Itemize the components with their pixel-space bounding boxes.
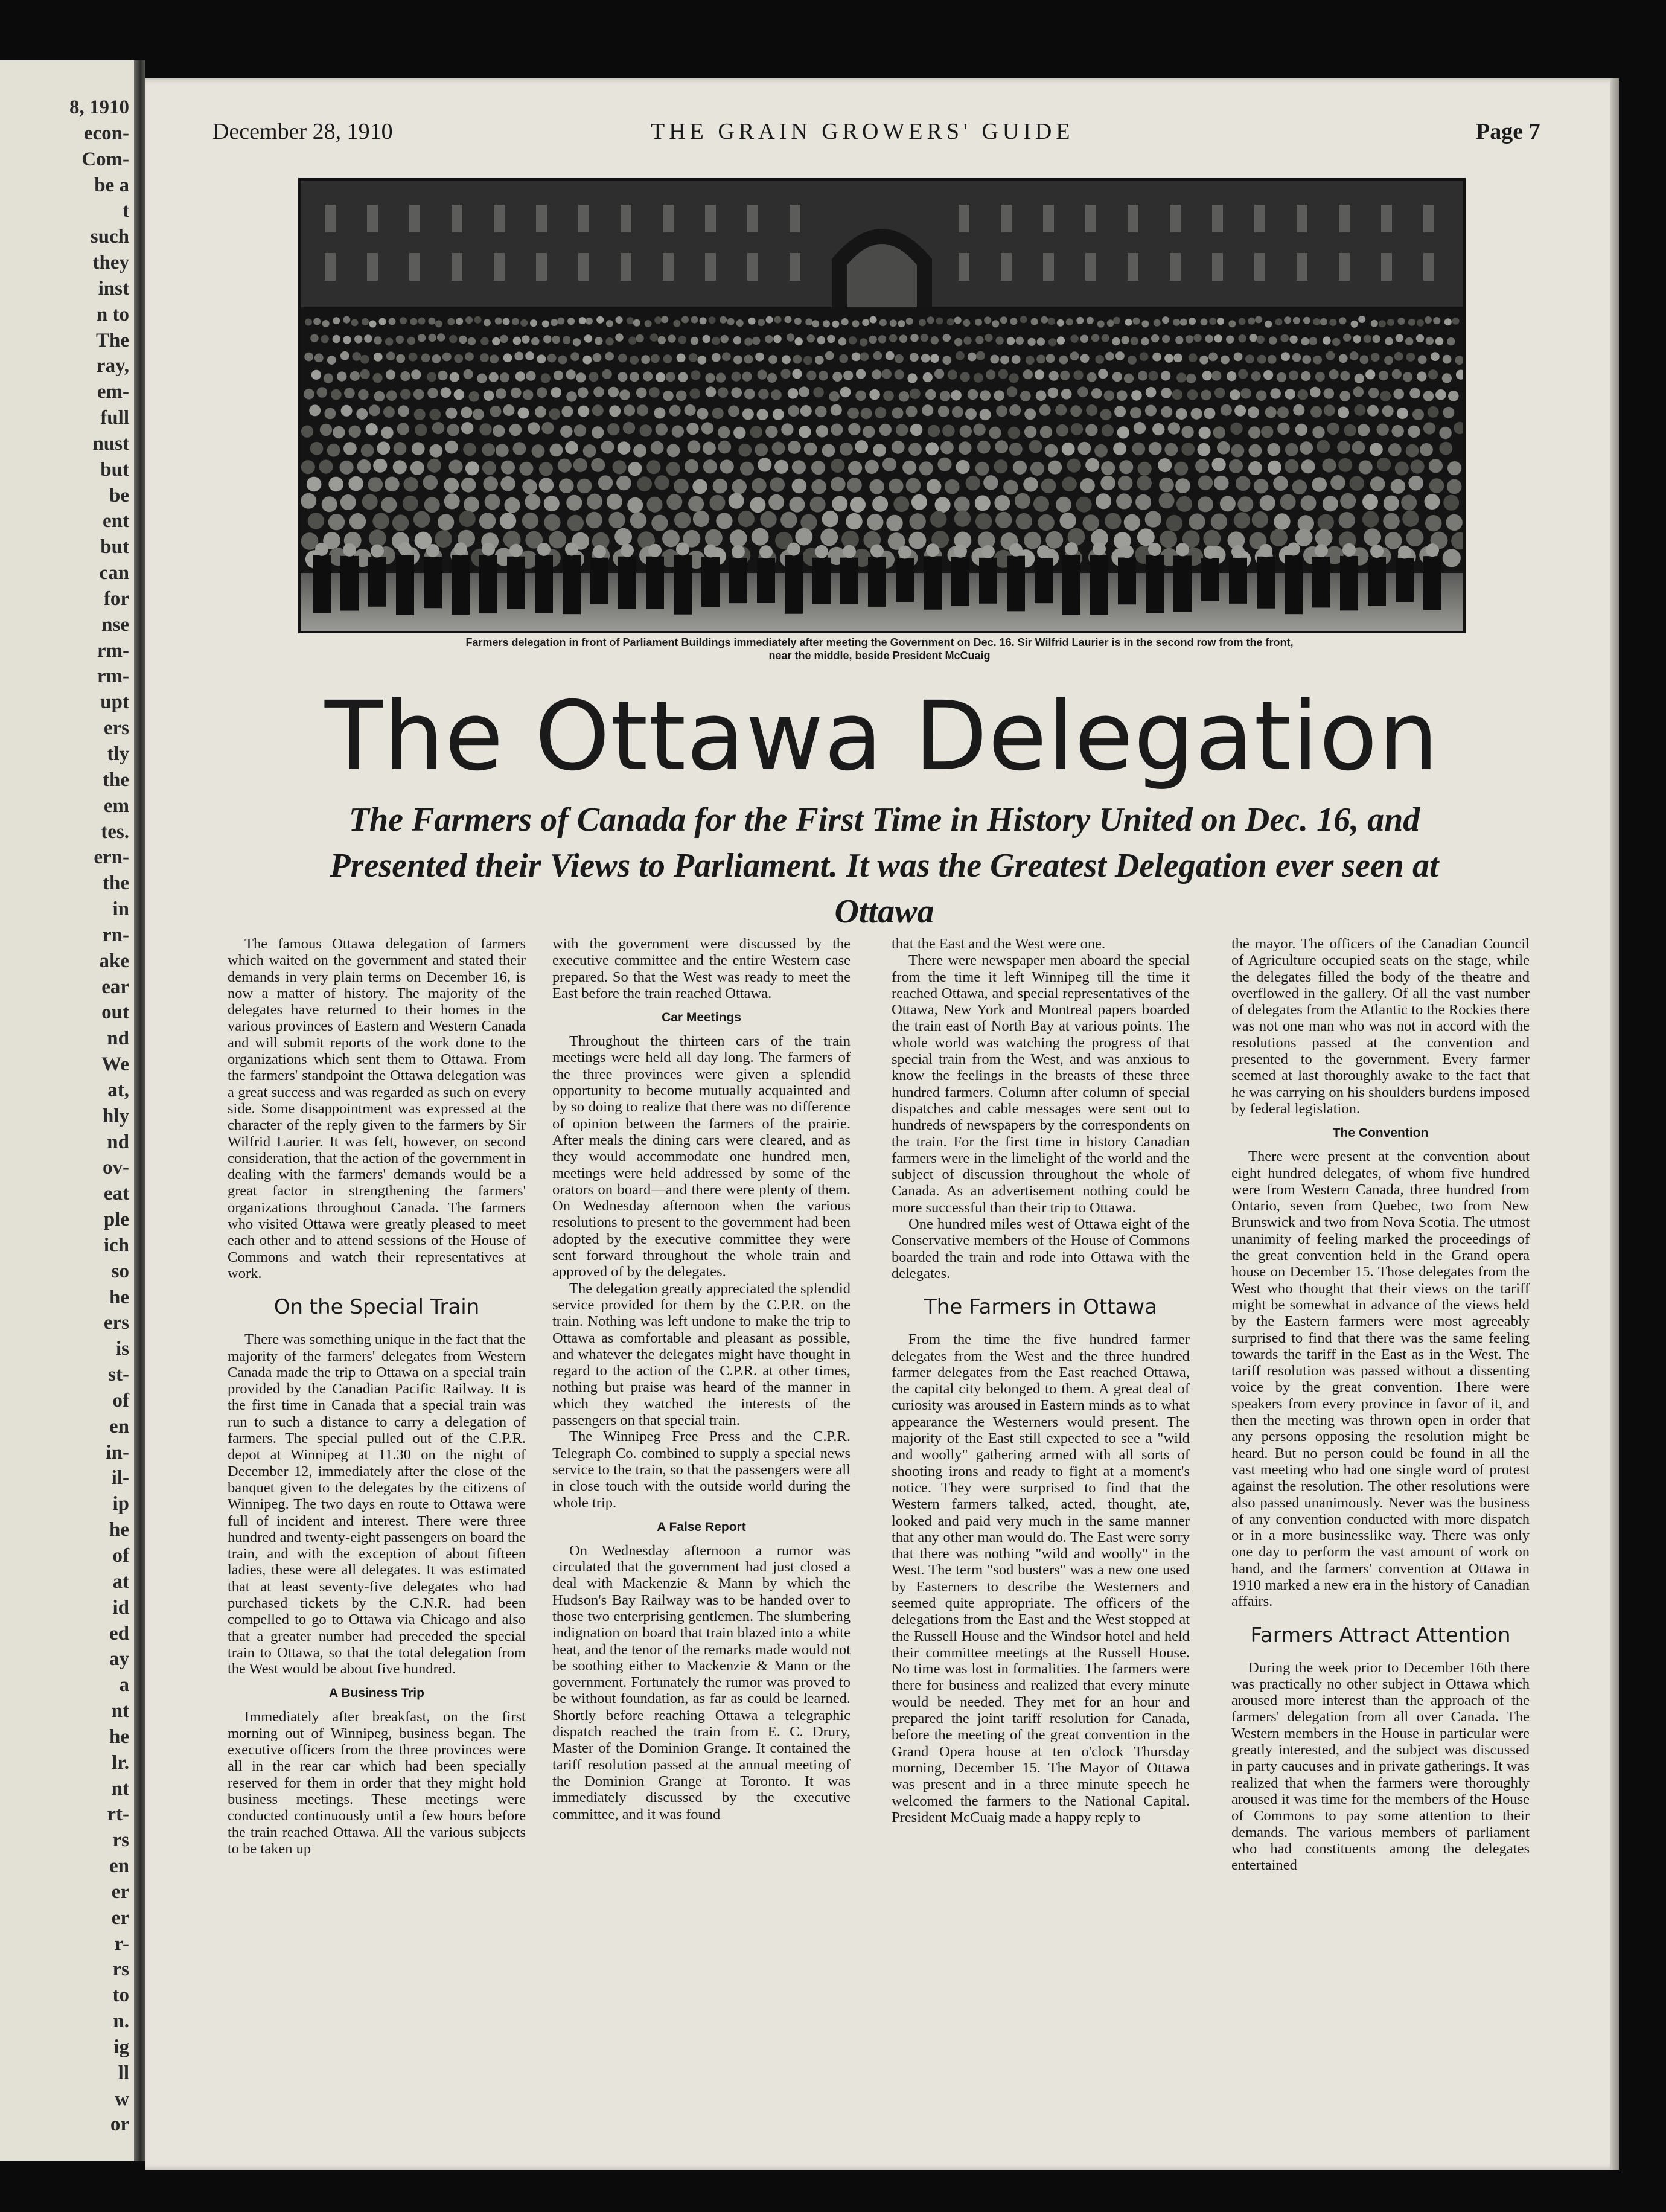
prev-page-line: em xyxy=(103,795,129,817)
prev-page-line: he xyxy=(109,1287,129,1308)
prev-page-line: they xyxy=(92,252,129,273)
paragraph: On Wednesday afternoon a rumor was circulated that the government had just closed a deal with Mackenzie & Mann by which the Hudson's Bay Railway was to be handed over to those two enterprising gentlemen. The slumbering indignation on board that train blazed into a white heat, and the tenor of the remarks made would not be soothing either to Mackenzie & Mann or the government. Fortunately the rumor was proved to be without foundation, as far as could be learned. Shortly before reaching Ottawa a telegraphic dispatch reached the train from E. C. Drury, Master of the Dominion Grange. It contained the tariff resolution passed at the annual meeting of the Dominion Grange at Toronto. It was immediately discussed by the executive committee, and it was found xyxy=(552,1542,851,1823)
prev-page-line: to xyxy=(112,1984,129,2006)
prev-page-line: but xyxy=(100,536,129,558)
prev-page-line: econ- xyxy=(83,123,129,144)
prev-page-line: ake xyxy=(99,950,129,972)
prev-page-line: We xyxy=(101,1053,129,1075)
prev-page-line: at xyxy=(112,1571,129,1593)
prev-page-line: il- xyxy=(111,1467,129,1489)
prev-page-line: r- xyxy=(114,1933,129,1955)
prev-page-line: id xyxy=(112,1597,129,1619)
paragraph: During the week prior to December 16th there was practically no other subject in Ottawa which aroused more interest than the approach of the farmers' delegation from all over Canada. The Western members in the House in particular were greatly interested, and the subject was discussed in party caucuses and in private gatherings. It was realized that when the farmers were thoroughly aroused it was time for the members of the House of Commons to pay some attention to their demands. The various members of parliament who had constituents among the delegates entertained xyxy=(1231,1659,1530,1874)
prev-page-line: ear xyxy=(101,976,129,998)
prev-page-line: be a xyxy=(94,174,129,196)
paragraph: Immediately after breakfast, on the first morning out of Winnipeg, business began. The executive officers from the three provinces were all in the rear car which had been specially reserved for them in order that they might hold business meetings. These meetings were conducted continuously until a few hours before the train reached Ottawa. All the various subjects to be taken up xyxy=(228,1709,526,1857)
paragraph: The delegation greatly appreciated the splendid service provided for them by the C.P.R. on the train. Nothing was left undone to make the trip to Ottawa as comfortable and pleasant as possible, and whatever the delegates might have thought in regard to the action of the C.P.R. at other times, nothing but praise was heard of the manner in which they watched the interests of the passengers on that special train. xyxy=(552,1280,851,1429)
prev-page-line: ern- xyxy=(94,846,129,868)
section-heading-special-train: On the Special Train xyxy=(273,1295,480,1320)
prev-page-line: ll xyxy=(118,2062,129,2084)
prev-page-line: in- xyxy=(106,1442,129,1463)
subheading-business-trip: A Business Trip xyxy=(329,1686,424,1701)
prev-page-line: Com- xyxy=(81,149,129,170)
prev-page-line: nust xyxy=(92,433,129,455)
previous-page-edge xyxy=(0,60,134,2161)
prev-page-line: nt xyxy=(111,1700,129,1722)
page-gutter xyxy=(134,60,145,2161)
prev-page-line: or xyxy=(110,2114,129,2135)
photo-caption-line-1: Farmers delegation in front of Parliament Buildings immediately after meeting the Government on Dec. 16. Sir Wilfrid Laurier is in the second row from the front, xyxy=(465,636,1294,648)
article-headline: The Ottawa Delegation xyxy=(324,681,1440,792)
photo-caption-line-2: near the middle, beside President McCuaig xyxy=(768,650,991,662)
prev-page-line: ig xyxy=(113,2036,129,2058)
paragraph: The Winnipeg Free Press and the C.P.R. Telegraph Co. combined to supply a special news service to the train, so that the passengers were all in close touch with the outside world during the whole trip. xyxy=(552,1428,851,1511)
prev-page-line: ed xyxy=(109,1623,129,1645)
prev-page-line: rm- xyxy=(97,640,129,662)
prev-page-line: nd xyxy=(107,1131,129,1153)
prev-page-line: nse xyxy=(101,614,129,636)
subheading-car-meetings: Car Meetings xyxy=(662,1011,741,1025)
delegation-photograph xyxy=(298,178,1466,633)
article-column-3 xyxy=(892,936,1190,1826)
article-subheadline: The Farmers of Canada for the First Time in History United on Dec. 16, and Presented their Views to Parliament. It was the Greatest Delegation ever seen at Ottawa xyxy=(330,801,1439,930)
prev-page-line: st- xyxy=(108,1364,129,1386)
section-heading-farmers-attract-attention: Farmers Attract Attention xyxy=(1250,1623,1511,1648)
prev-page-line: The xyxy=(95,330,129,351)
paragraph: From the time the five hundred farmer delegates from the West and the three hundred farmer delegates from the East reached Ottawa, the capital city belonged to them. A great deal of curiosity was aroused in Eastern minds as to what appearance the Westerners would present. The majority of the East still expected to see a "wild and woolly" gathering armed with all sorts of shooting irons and ready to fight at a moment's notice. They were surprised to find that the Western farmers talked, acted, thought, ate, looked and paid very much in the same manner that any other man would do. The East were sorry that there was nothing "wild and woolly" in the West. The term "sod busters" was a new one used by Easterners to describe the Westerners and seemed quite appropriate. The officers of the delegations from the East and the West stopped at the Russell House and the Windsor hotel and held their committee meetings at the Russell House. No time was lost in formalities. The farmers were there for business and realized that every minute would be needed. They met for an hour and prepared the joint tariff resolution for Canada, before the meeting of the great convention in the Grand Opera house at ten o'clock Thursday morning, December 15. The Mayor of Ottawa was present and in a three minute speech he welcomed the farmers to the National Capital. President McCuaig made a happy reply to xyxy=(892,1331,1190,1826)
prev-page-line: en xyxy=(109,1855,129,1877)
prev-page-line: ers xyxy=(103,717,129,739)
prev-page-line: in xyxy=(112,898,129,920)
prev-page-line: 8, 1910 xyxy=(69,97,129,118)
issue-date: December 28, 1910 xyxy=(212,119,393,144)
prev-page-line: is xyxy=(115,1338,129,1360)
prev-page-line: em- xyxy=(97,381,129,403)
subheading-false-report: A False Report xyxy=(657,1520,746,1534)
paragraph: The famous Ottawa delegation of farmers which waited on the government and stated their demands in very plain terms on December 16, is now a matter of history. The majority of the delegates have returned to their homes in the various provinces of Eastern and Western Canada and will submit reports of the work done to the organizations which sent them to Ottawa. From the farmers' standpoint the Ottawa delegation was a great success and was regarded as such on every side. Some disappointment was expressed at the character of the reply given to the farmers by Sir Wilfrid Laurier. It was felt, however, on second consideration, that the action of the government in dealing with the farmers' demands would be a great factor in strengthening the farmers' organizations throughout Canada. The farmers who visited Ottawa were greatly pleased to meet each other and to attend sessions of the House of Commons and watch their representatives at work. xyxy=(228,936,526,1282)
prev-page-line: er xyxy=(111,1881,129,1903)
prev-page-line: can xyxy=(99,562,129,584)
prev-page-line: w xyxy=(115,2088,129,2110)
paragraph: There were newspaper men aboard the special from the time it left Winnipeg till the time it reached Ottawa, and special representatives of the Ottawa, New York and Montreal papers boarded the train east of North Bay at various points. The whole world was watching the progress of that special train from the West, and was anxious to know the feelings in the breasts of these three hundred farmers. Column after column of special dispatches and cable messages were sent out to hundreds of newspapers by the correspondents on the train. For the first time in history Canadian farmers were in the limelight of the world and the subject of discussion throughout the whole of Canada. As an advertisement nothing could be more successful than their trip to Ottawa. xyxy=(892,952,1190,1216)
paragraph: One hundred miles west of Ottawa eight of the Conservative members of the House of Commons boarded the train and rode into Ottawa with the delegates. xyxy=(892,1216,1190,1282)
prev-page-line: of xyxy=(112,1390,129,1411)
prev-page-line: nd xyxy=(107,1028,129,1049)
prev-page-line: of xyxy=(112,1545,129,1567)
prev-page-line: n to xyxy=(96,304,129,325)
prev-page-line: rn- xyxy=(103,924,129,946)
article-column-1 xyxy=(228,936,526,1857)
prev-page-line: full xyxy=(100,407,129,429)
prev-page-line: ay xyxy=(109,1648,129,1670)
crowd-photo-image xyxy=(301,181,1463,631)
prev-page-line: tes. xyxy=(101,821,129,843)
paragraph: with the government were discussed by the executive committee and the entire Western case prepared. So that the West was ready to meet the East before the train reached Ottawa. xyxy=(552,936,851,1002)
prev-page-line: n. xyxy=(113,2010,129,2032)
prev-page-line: inst xyxy=(98,278,129,299)
paragraph: the mayor. The officers of the Canadian Council of Agriculture occupied seats on the stage, while the delegates filled the body of the theatre and overflowed in the gallery. Of all the vast number of delegates from the Atlantic to the Rockies there was not one man who was not in accord with the resolutions passed at the convention and presented to the government. Every farmer seemed at last thoroughly awake to the fact that he was carrying on his shoulders burdens imposed by federal legislation. xyxy=(1231,936,1530,1117)
paragraph: that the East and the West were one. xyxy=(892,936,1106,952)
publication-title: THE GRAIN GROWERS' GUIDE xyxy=(651,119,1074,144)
article-column-4 xyxy=(1231,936,1530,1873)
newspaper-page xyxy=(145,78,1619,2170)
page-right-edge xyxy=(1610,78,1619,2170)
prev-page-line: ray, xyxy=(96,355,129,377)
prev-page-line: tly xyxy=(107,743,129,765)
prev-page-line: for xyxy=(103,588,129,610)
prev-page-line: such xyxy=(90,226,129,248)
subheading-convention: The Convention xyxy=(1332,1126,1429,1140)
prev-page-line: be xyxy=(109,485,129,507)
paragraph: There were present at the convention about eight hundred delegates, of whom five hundred were from Western Canada, three hundred from Ontario, seven from Quebec, two from New Brunswick and two from Nova Scotia. The utmost unanimity of feeling marked the proceedings of the great convention held in the Grand opera house on December 15. Those delegates from the West who thought that their views on the tariff might be somewhat in advance of the views held by the Eastern farmers were most agreeably surprised to find that there was the same feeling towards the tariff in the East as in the West. The tariff resolution was passed without a dissenting voice by the great convention. There were speakers from every province in favor of it, and then the meeting was thrown open in order that any persons opposing the resolution might be heard. But no person could be found in all the vast meeting who had one single word of protest against the resolution. The other resolutions were also passed unanimously. Never was the business of any convention conducted with more dispatch or in a more businesslike way. There was only one day to perform the vast amount of work on hand, and the farmers' convention at Ottawa in 1910 marked a new era in the history of Canadian affairs. xyxy=(1231,1148,1530,1610)
scan-border xyxy=(0,2170,1666,2212)
prev-page-line: t xyxy=(123,200,129,222)
paragraph: Throughout the thirteen cars of the train meetings were held all day long. The farmers of the three provinces were given a splendid opportunity to become mutually acquainted and by so doing to realize that there was no difference of opinion between the farmers of the prairie. After meals the dining cars were cleared, and as they would accommodate one hundred men, meetings were held addressed by some of the orators on board—and there were plenty of them. On Wednesday afternoon when the various resolutions to present to the government had been adopted by the executive committee they were sent forward throughout the whole train and approved of by the delegates. xyxy=(552,1033,851,1280)
prev-page-line: ov- xyxy=(103,1157,129,1178)
prev-page-line: ent xyxy=(103,510,129,532)
prev-page-line: upt xyxy=(100,691,129,713)
prev-page-line: nt xyxy=(111,1778,129,1800)
prev-page-line: he xyxy=(109,1726,129,1748)
prev-page-line: rs xyxy=(112,1829,129,1851)
section-heading-farmers-in-ottawa: The Farmers in Ottawa xyxy=(924,1295,1157,1320)
article-column-2 xyxy=(552,936,851,1823)
prev-page-line: so xyxy=(111,1261,129,1282)
prev-page-line: rs xyxy=(112,1958,129,1980)
prev-page-line: a xyxy=(119,1674,129,1696)
prev-page-line: lr. xyxy=(111,1752,129,1774)
prev-page-line: ich xyxy=(103,1235,129,1256)
prev-page-line: at, xyxy=(107,1079,129,1101)
prev-page-line: er xyxy=(111,1907,129,1929)
prev-page-line: ers xyxy=(103,1312,129,1334)
prev-page-line: en xyxy=(109,1416,129,1437)
page-number: Page 7 xyxy=(1476,119,1540,144)
prev-page-line: the xyxy=(103,769,129,791)
prev-page-line: eat xyxy=(103,1183,129,1204)
prev-page-line: hly xyxy=(102,1105,129,1127)
paragraph: There was something unique in the fact that the majority of the farmers' delegates from Western Canada made the trip to Ottawa on a special train provided by the Canadian Pacific Railway. It is the first time in Canada that a special train was run to such a distance to carry a delegation of farmers. The special pulled out of the C.P.R. depot at Winnipeg at 11.30 on the night of December 12, immediately after the close of the banquet given to the delegates by the citizens of Winnipeg. The two days en route to Ottawa were full of incident and interest. There were three hundred and twenty-eight passengers on board the train, and with the exception of about fifteen ladies, these were all delegates. It was estimated that at least seventy-five delegates who had purchased tickets by the C.N.R. had been compelled to go to Ottawa via Chicago and also that a greater number had preceded the special train to Ottawa, so that the total delegation from the West would be about five hundred. xyxy=(228,1331,526,1678)
prev-page-line: rm- xyxy=(97,665,129,687)
prev-page-line: but xyxy=(100,459,129,481)
prev-page-line: ip xyxy=(112,1493,129,1515)
prev-page-line: rt- xyxy=(107,1803,129,1825)
prev-page-line: the xyxy=(103,872,129,894)
prev-page-line: he xyxy=(109,1519,129,1541)
prev-page-line: ple xyxy=(103,1209,129,1230)
photo-caption xyxy=(298,636,1461,662)
prev-page-line: out xyxy=(101,1002,129,1023)
